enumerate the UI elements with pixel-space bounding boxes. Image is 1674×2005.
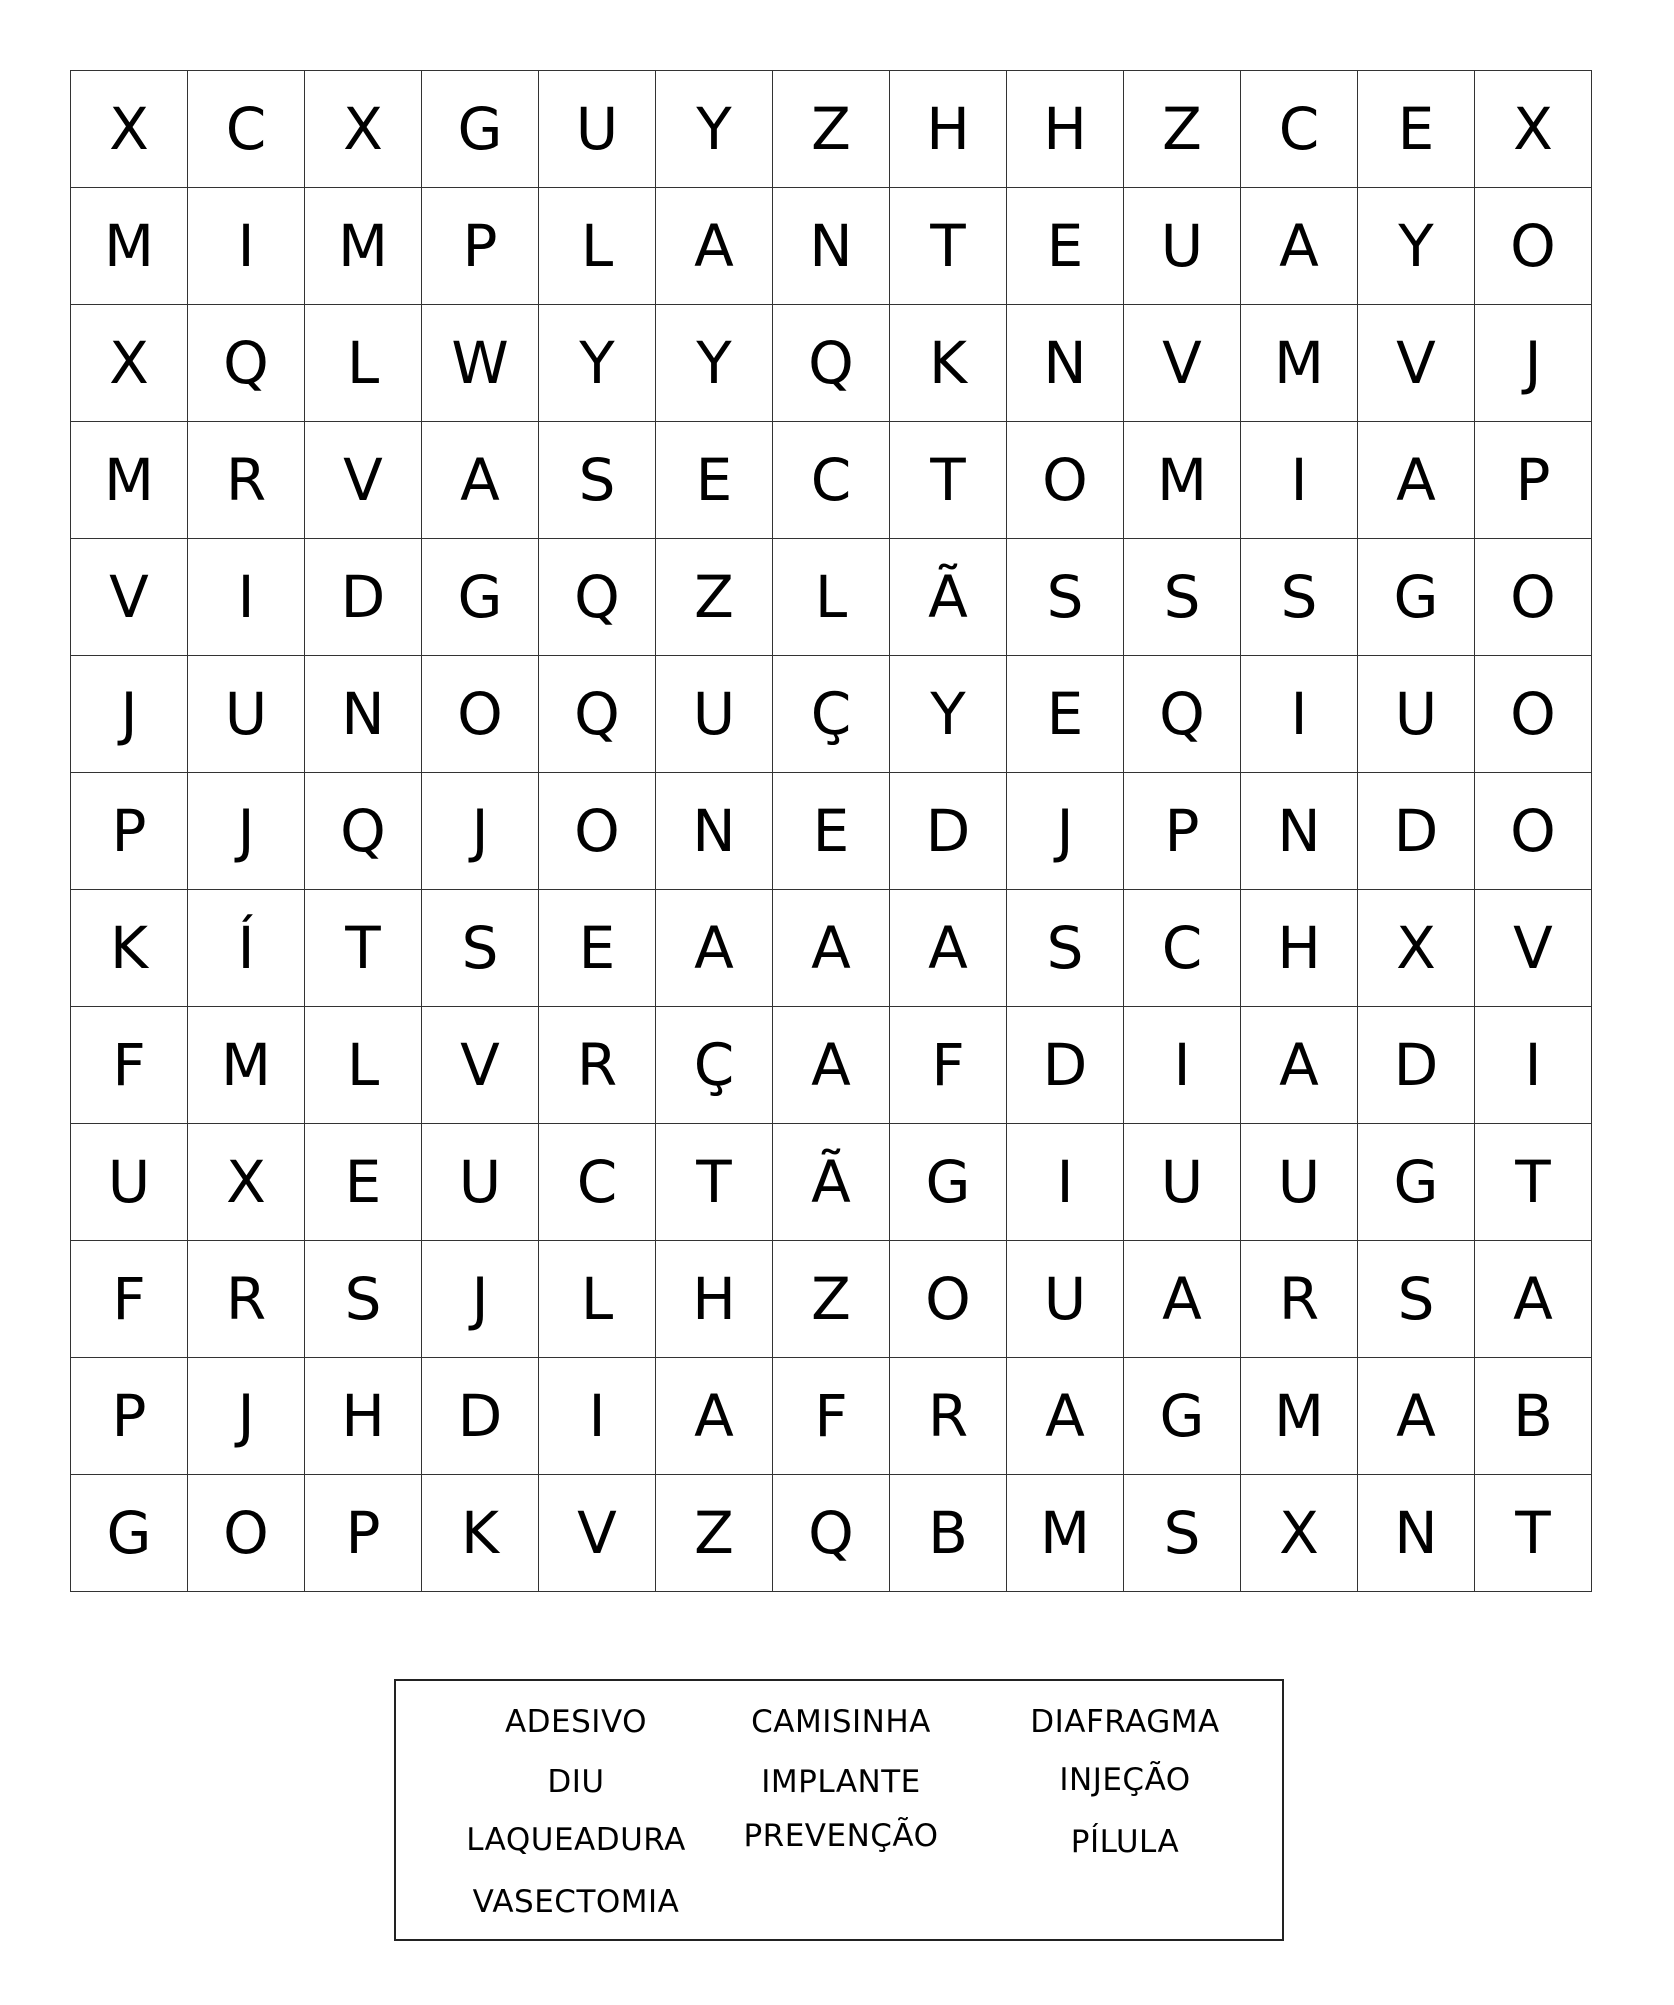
- grid-cell[interactable]: K: [422, 1475, 539, 1592]
- grid-cell[interactable]: H: [1241, 890, 1358, 1007]
- grid-cell[interactable]: V: [1124, 305, 1241, 422]
- grid-cell[interactable]: M: [71, 188, 188, 305]
- grid-row: [71, 422, 1592, 539]
- grid-row: [71, 890, 1592, 1007]
- grid-cell[interactable]: S: [1007, 890, 1124, 1007]
- grid-cell[interactable]: L: [305, 1007, 422, 1124]
- grid-cell[interactable]: A: [1358, 1358, 1475, 1475]
- letter-grid: [70, 70, 1592, 1592]
- word-list-box: [394, 1679, 1284, 1941]
- grid-cell[interactable]: H: [1007, 71, 1124, 188]
- grid-cell[interactable]: E: [773, 773, 890, 890]
- grid-cell[interactable]: P: [1124, 773, 1241, 890]
- grid-cell[interactable]: R: [188, 1241, 305, 1358]
- grid-cell[interactable]: N: [1358, 1475, 1475, 1592]
- grid-cell[interactable]: Ç: [656, 1007, 773, 1124]
- grid-cell[interactable]: K: [890, 305, 1007, 422]
- grid-cell[interactable]: U: [539, 71, 656, 188]
- grid-cell[interactable]: X: [305, 71, 422, 188]
- grid-cell[interactable]: G: [890, 1124, 1007, 1241]
- grid-cell[interactable]: S: [305, 1241, 422, 1358]
- grid-cell[interactable]: U: [422, 1124, 539, 1241]
- grid-row: [71, 1358, 1592, 1475]
- grid-cell[interactable]: Q: [773, 305, 890, 422]
- grid-cell[interactable]: V: [1358, 305, 1475, 422]
- word-item: VASECTOMIA: [472, 1884, 680, 1920]
- grid-cell[interactable]: F: [773, 1358, 890, 1475]
- grid-cell[interactable]: Z: [656, 539, 773, 656]
- grid-cell[interactable]: O: [1007, 422, 1124, 539]
- grid-cell[interactable]: M: [1241, 1358, 1358, 1475]
- word-item: INJEÇÃO: [1059, 1762, 1191, 1798]
- grid-cell[interactable]: C: [188, 71, 305, 188]
- grid-cell[interactable]: U: [1124, 1124, 1241, 1241]
- grid-cell[interactable]: K: [71, 890, 188, 1007]
- grid-cell[interactable]: Z: [1124, 71, 1241, 188]
- grid-cell[interactable]: D: [890, 773, 1007, 890]
- word-item: IMPLANTE: [761, 1764, 921, 1800]
- grid-cell[interactable]: X: [1475, 71, 1592, 188]
- word-item: PREVENÇÃO: [743, 1818, 939, 1854]
- grid-cell[interactable]: X: [71, 71, 188, 188]
- grid-row: [71, 773, 1592, 890]
- grid-cell[interactable]: Z: [773, 1241, 890, 1358]
- grid-cell[interactable]: G: [1358, 539, 1475, 656]
- grid-cell[interactable]: I: [539, 1358, 656, 1475]
- grid-cell[interactable]: Q: [539, 656, 656, 773]
- grid-cell[interactable]: T: [1475, 1475, 1592, 1592]
- grid-cell[interactable]: N: [305, 656, 422, 773]
- grid-cell[interactable]: C: [1124, 890, 1241, 1007]
- word-item: DIAFRAGMA: [1030, 1704, 1220, 1740]
- grid-cell[interactable]: O: [1475, 539, 1592, 656]
- grid-cell[interactable]: U: [1007, 1241, 1124, 1358]
- grid-cell[interactable]: Y: [656, 71, 773, 188]
- grid-cell[interactable]: Q: [188, 305, 305, 422]
- word-item: ADESIVO: [504, 1704, 648, 1740]
- grid-cell[interactable]: T: [656, 1124, 773, 1241]
- grid-cell[interactable]: J: [71, 656, 188, 773]
- grid-cell[interactable]: L: [305, 305, 422, 422]
- grid-cell[interactable]: Ã: [890, 539, 1007, 656]
- grid-cell[interactable]: X: [1241, 1475, 1358, 1592]
- grid-cell[interactable]: O: [1475, 188, 1592, 305]
- grid-cell[interactable]: R: [1241, 1241, 1358, 1358]
- grid-cell[interactable]: T: [890, 188, 1007, 305]
- grid-cell[interactable]: J: [1007, 773, 1124, 890]
- grid-cell[interactable]: A: [1358, 422, 1475, 539]
- grid-cell[interactable]: M: [1007, 1475, 1124, 1592]
- grid-cell[interactable]: O: [1475, 656, 1592, 773]
- grid-cell[interactable]: A: [422, 422, 539, 539]
- grid-cell[interactable]: S: [1124, 1475, 1241, 1592]
- grid-cell[interactable]: M: [188, 1007, 305, 1124]
- grid-cell[interactable]: J: [188, 1358, 305, 1475]
- grid-cell[interactable]: Y: [1358, 188, 1475, 305]
- grid-cell[interactable]: V: [422, 1007, 539, 1124]
- grid-cell[interactable]: U: [1358, 656, 1475, 773]
- grid-row: [71, 1124, 1592, 1241]
- grid-cell[interactable]: R: [890, 1358, 1007, 1475]
- grid-cell[interactable]: I: [1124, 1007, 1241, 1124]
- word-item: PÍLULA: [1070, 1824, 1180, 1860]
- grid-cell[interactable]: M: [1241, 305, 1358, 422]
- grid-cell[interactable]: J: [422, 1241, 539, 1358]
- grid-cell[interactable]: L: [539, 188, 656, 305]
- grid-cell[interactable]: M: [71, 422, 188, 539]
- grid-cell[interactable]: O: [422, 656, 539, 773]
- grid-cell[interactable]: J: [1475, 305, 1592, 422]
- grid-cell[interactable]: A: [656, 1358, 773, 1475]
- grid-cell[interactable]: X: [71, 305, 188, 422]
- grid-cell[interactable]: L: [539, 1241, 656, 1358]
- grid-cell[interactable]: G: [422, 539, 539, 656]
- grid-cell[interactable]: J: [188, 773, 305, 890]
- grid-cell[interactable]: Z: [773, 71, 890, 188]
- grid-cell[interactable]: O: [890, 1241, 1007, 1358]
- grid-cell[interactable]: O: [539, 773, 656, 890]
- grid-row: [71, 539, 1592, 656]
- grid-cell[interactable]: P: [305, 1475, 422, 1592]
- grid-cell[interactable]: E: [656, 422, 773, 539]
- grid-cell[interactable]: B: [890, 1475, 1007, 1592]
- grid-cell[interactable]: Ã: [773, 1124, 890, 1241]
- grid-cell[interactable]: B: [1475, 1358, 1592, 1475]
- letter-grid-body: [71, 71, 1592, 1592]
- grid-cell[interactable]: S: [1241, 539, 1358, 656]
- grid-cell[interactable]: Q: [305, 773, 422, 890]
- grid-cell[interactable]: H: [305, 1358, 422, 1475]
- grid-cell[interactable]: U: [1241, 1124, 1358, 1241]
- grid-cell[interactable]: Z: [656, 1475, 773, 1592]
- grid-cell[interactable]: I: [1241, 656, 1358, 773]
- grid-cell[interactable]: R: [188, 422, 305, 539]
- grid-cell[interactable]: P: [422, 188, 539, 305]
- grid-cell[interactable]: A: [656, 188, 773, 305]
- grid-row: [71, 305, 1592, 422]
- grid-cell[interactable]: I: [1241, 422, 1358, 539]
- grid-cell[interactable]: S: [1358, 1241, 1475, 1358]
- grid-cell[interactable]: Y: [539, 305, 656, 422]
- grid-cell[interactable]: D: [1358, 773, 1475, 890]
- grid-cell[interactable]: I: [1007, 1124, 1124, 1241]
- grid-cell[interactable]: C: [1241, 71, 1358, 188]
- grid-cell[interactable]: V: [539, 1475, 656, 1592]
- grid-cell[interactable]: E: [305, 1124, 422, 1241]
- grid-cell[interactable]: A: [1241, 188, 1358, 305]
- grid-cell[interactable]: Í: [188, 890, 305, 1007]
- grid-cell[interactable]: O: [1475, 773, 1592, 890]
- grid-cell[interactable]: U: [1124, 188, 1241, 305]
- grid-cell[interactable]: A: [773, 890, 890, 1007]
- grid-cell[interactable]: X: [1358, 890, 1475, 1007]
- grid-cell[interactable]: I: [188, 539, 305, 656]
- grid-cell[interactable]: N: [1007, 305, 1124, 422]
- grid-cell[interactable]: U: [188, 656, 305, 773]
- grid-cell[interactable]: D: [1358, 1007, 1475, 1124]
- grid-cell[interactable]: N: [656, 773, 773, 890]
- grid-row: [71, 188, 1592, 305]
- grid-cell[interactable]: Q: [1124, 656, 1241, 773]
- grid-row: [71, 656, 1592, 773]
- grid-cell[interactable]: T: [1475, 1124, 1592, 1241]
- grid-cell[interactable]: D: [1007, 1007, 1124, 1124]
- grid-cell[interactable]: W: [422, 305, 539, 422]
- grid-cell[interactable]: M: [305, 188, 422, 305]
- grid-cell[interactable]: R: [539, 1007, 656, 1124]
- grid-cell[interactable]: A: [1475, 1241, 1592, 1358]
- grid-cell[interactable]: F: [71, 1007, 188, 1124]
- grid-cell[interactable]: S: [1007, 539, 1124, 656]
- grid-cell[interactable]: N: [1241, 773, 1358, 890]
- grid-row: [71, 71, 1592, 188]
- grid-cell[interactable]: G: [71, 1475, 188, 1592]
- grid-cell[interactable]: O: [188, 1475, 305, 1592]
- grid-cell[interactable]: I: [188, 188, 305, 305]
- grid-cell[interactable]: Q: [539, 539, 656, 656]
- grid-cell[interactable]: V: [305, 422, 422, 539]
- word-item: CAMISINHA: [751, 1704, 931, 1740]
- grid-cell[interactable]: L: [773, 539, 890, 656]
- grid-cell[interactable]: A: [1241, 1007, 1358, 1124]
- grid-cell[interactable]: U: [71, 1124, 188, 1241]
- grid-cell[interactable]: N: [773, 188, 890, 305]
- grid-cell[interactable]: V: [71, 539, 188, 656]
- grid-cell[interactable]: U: [656, 656, 773, 773]
- grid-cell[interactable]: G: [1358, 1124, 1475, 1241]
- grid-cell[interactable]: T: [890, 422, 1007, 539]
- grid-cell[interactable]: E: [539, 890, 656, 1007]
- grid-cell[interactable]: F: [890, 1007, 1007, 1124]
- grid-cell[interactable]: T: [305, 890, 422, 1007]
- grid-cell[interactable]: S: [539, 422, 656, 539]
- grid-cell[interactable]: C: [539, 1124, 656, 1241]
- grid-row: [71, 1007, 1592, 1124]
- grid-cell[interactable]: G: [422, 71, 539, 188]
- grid-cell[interactable]: E: [1007, 188, 1124, 305]
- grid-cell[interactable]: Y: [890, 656, 1007, 773]
- grid-cell[interactable]: S: [1124, 539, 1241, 656]
- grid-cell[interactable]: D: [422, 1358, 539, 1475]
- grid-cell[interactable]: D: [305, 539, 422, 656]
- grid-cell[interactable]: A: [656, 890, 773, 1007]
- grid-row: [71, 1241, 1592, 1358]
- grid-cell[interactable]: A: [890, 890, 1007, 1007]
- grid-cell[interactable]: A: [1124, 1241, 1241, 1358]
- grid-cell[interactable]: P: [1475, 422, 1592, 539]
- grid-cell[interactable]: E: [1007, 656, 1124, 773]
- grid-cell[interactable]: G: [1124, 1358, 1241, 1475]
- grid-cell[interactable]: P: [71, 1358, 188, 1475]
- grid-cell[interactable]: Ç: [773, 656, 890, 773]
- grid-cell[interactable]: F: [71, 1241, 188, 1358]
- word-item: LAQUEADURA: [466, 1822, 686, 1858]
- word-item: DIU: [547, 1764, 605, 1800]
- grid-cell[interactable]: P: [71, 773, 188, 890]
- grid-cell[interactable]: X: [188, 1124, 305, 1241]
- grid-cell[interactable]: A: [773, 1007, 890, 1124]
- grid-cell[interactable]: E: [1358, 71, 1475, 188]
- grid-cell[interactable]: H: [656, 1241, 773, 1358]
- grid-cell[interactable]: C: [773, 422, 890, 539]
- grid-cell[interactable]: Q: [773, 1475, 890, 1592]
- grid-cell[interactable]: S: [422, 890, 539, 1007]
- grid-cell[interactable]: V: [1475, 890, 1592, 1007]
- grid-cell[interactable]: I: [1475, 1007, 1592, 1124]
- grid-cell[interactable]: H: [890, 71, 1007, 188]
- grid-cell[interactable]: J: [422, 773, 539, 890]
- grid-cell[interactable]: M: [1124, 422, 1241, 539]
- grid-cell[interactable]: Y: [656, 305, 773, 422]
- grid-row: [71, 1475, 1592, 1592]
- grid-cell[interactable]: A: [1007, 1358, 1124, 1475]
